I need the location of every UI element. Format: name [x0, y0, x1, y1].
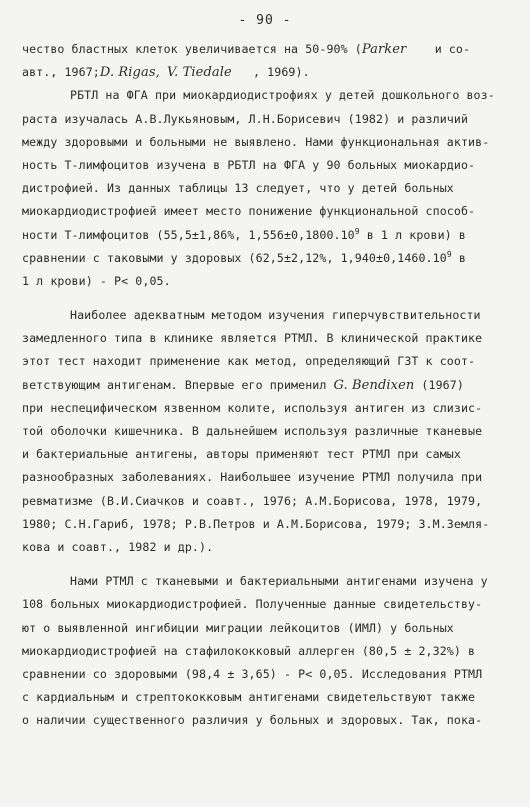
text-line: замедленного типа в клинике является РТМЛ. В клинической практике [22, 331, 483, 346]
text-line: Нами РТМЛ с тканевыми и бактериальными антигенами изучена у [70, 574, 488, 589]
text-line: дистрофией. Из данных таблицы 13 следует, что у детей больных [22, 181, 454, 196]
text-line: кова и соавт., 1982 и др.). [22, 539, 214, 554]
text-span: в 1 л крови) в [359, 227, 466, 242]
text-span: ветствующим антигенам. Впервые его применил [22, 377, 327, 392]
text-line: сравнении со здоровыми (98,4 ± 3,65) - P< 0,05. Исследования РТМЛ [22, 666, 483, 681]
handwritten-name: Parker [361, 42, 407, 57]
text-span: ности Т-лимфоцитов (55,5±1,86%, 1,556±0,1800.10 [22, 227, 355, 242]
text-line: ревматизме (В.И.Сиачков и соавт., 1976; А.М.Борисова, 1978, 1979, [22, 493, 483, 508]
handwritten-name: D. Rigas, [99, 65, 160, 81]
text-line: ют о выявленной ингибиции миграции лейкоцитов (ИМЛ) у больных [22, 620, 454, 635]
text-line [22, 374, 522, 397]
text-line [22, 61, 522, 84]
text-line: между здоровыми и больными не выявлено. Нами функциональная актив- [22, 134, 490, 149]
text-line: 1980; С.Н.Гариб, 1978; Р.В.Петров и А.М.Борисова, 1979; З.М.Земля- [22, 516, 490, 531]
superscript: 9 [354, 226, 360, 236]
text-line: 108 больных миокардиодистрофией. Полученные данные свидетельству- [22, 597, 483, 612]
text-line: ность Т-лимфоцитов изучена в РБТЛ на ФГА у 90 больных миокардио- [22, 157, 476, 172]
text-line: раста изучалась А.В.Лукьяновым, Л.Н.Борисевич (1982) и различий [22, 111, 469, 126]
text-span: сравнении с таковыми у здоровых (62,5±2,12%, 1,940±0,1460.10 [22, 250, 447, 265]
text-span: в [451, 250, 466, 265]
text-line: и бактериальные антигены, авторы применяют тест РТМЛ при самых [22, 447, 461, 462]
text-line: миокардиодистрофией на стафилококковый аллерген (80,5 ± 2,32%) в [22, 643, 476, 658]
text-line: о наличии существенного различия у больных и здоровых. Так, пока- [22, 713, 483, 728]
text-line: этот тест находит применение как метод, определяющий ГЗТ к соот- [22, 354, 476, 369]
superscript: 9 [446, 249, 452, 259]
page-number: - 90 - [238, 13, 292, 28]
text-span: чество бластных клеток увеличивается на 50-90% ( [22, 42, 362, 56]
text-line: 1 л крови) - P< 0,05. [22, 273, 171, 288]
text-line [22, 247, 522, 270]
text-line [22, 224, 522, 247]
handwritten-name: V. Tiedale [166, 65, 232, 81]
text-span: авт., 1967; [22, 65, 100, 80]
text-line: Наиболее адекватным методом изучения гиперчувствительности [70, 308, 481, 323]
body-text [22, 38, 522, 732]
text-span: , 1969). [253, 65, 310, 80]
text-line: миокардиодистрофией имеет место понижение функциональной способ- [22, 204, 476, 219]
text-line: той оболочки кишечника. В дальнейшем используя различные тканевые [22, 424, 483, 438]
text-line: разнообразных заболеваниях. Наибольшее изучение РТМЛ получила при [22, 470, 483, 485]
text-line: РБТЛ на ФГА при миокардиодистрофиях у детей дошкольного воз- [70, 88, 495, 103]
text-line [22, 38, 522, 61]
text-line: при неспецифическом язвенном колите, используя антиген из слизис- [22, 400, 483, 415]
handwritten-name: G. Bendixen [333, 377, 415, 393]
text-span: и со- [434, 42, 471, 56]
text-line: с кардиальным и стрептококковым антигенами свидетельствуют также [22, 690, 476, 705]
text-span: (1967) [414, 377, 464, 392]
